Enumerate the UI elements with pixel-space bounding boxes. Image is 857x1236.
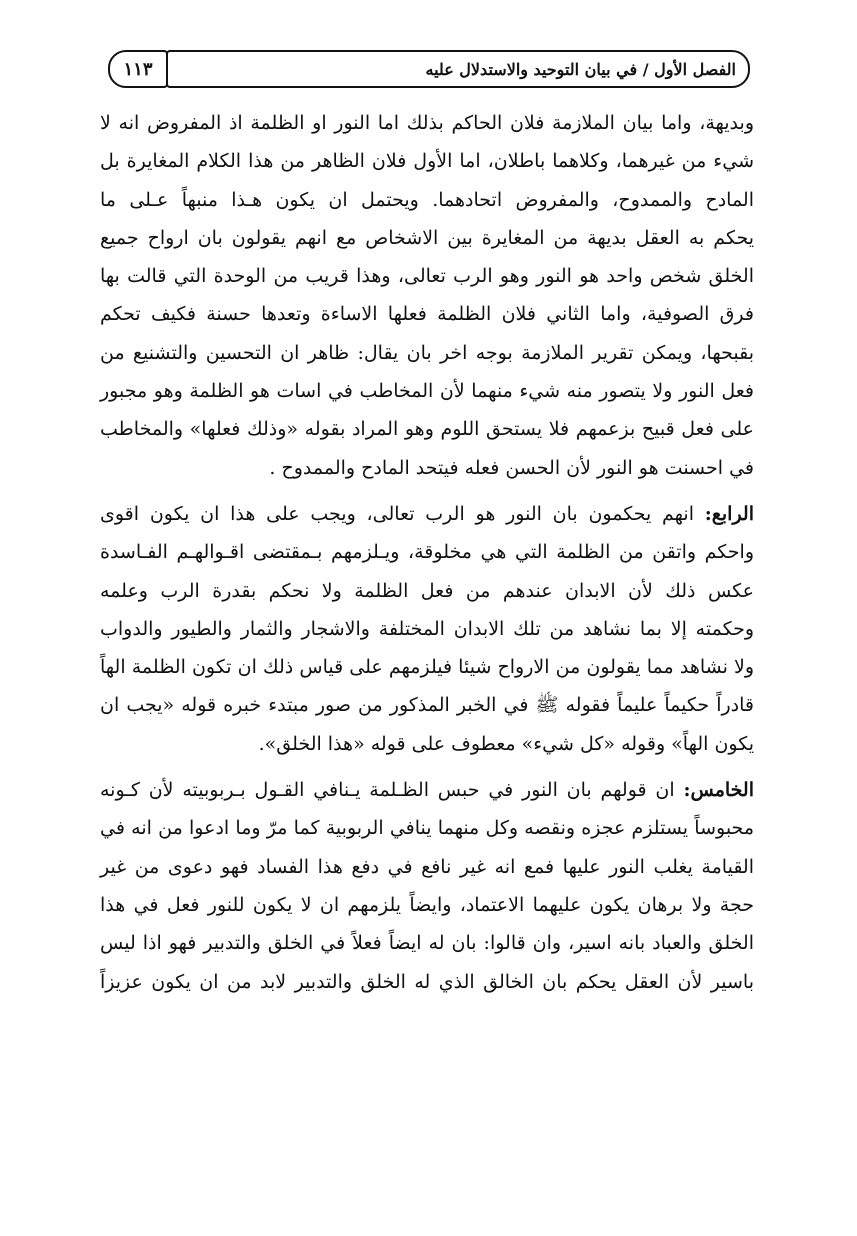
text-line: يكون الهاً» وقوله «كل شيء» معطوف على قوله «هذا الخلق». <box>258 732 754 755</box>
text-line: القيامة يغلب النور عليها فمع انه غير نافع في دفع هذا الفساد فهو دعوى من غير <box>100 855 754 878</box>
page-number-box <box>108 50 168 88</box>
text-line <box>100 771 754 809</box>
text-line: وحكمته إلا بما نشاهد من تلك الابدان المختلفة والاشجار والثمار والطيور والدواب <box>100 617 754 640</box>
text-line: الخلق والعباد بانه اسير، وان قالوا: بان له ايضاً فعلاً في الخلق والتدبير فهو اذا ليس <box>100 932 754 955</box>
text-line: المادح والممدوح، والمفروض اتحادهما. ويحتمل ان يكون هـذا منبهاً عـلى ما <box>100 188 754 211</box>
text-line: قادراً حكيماً عليماً فقوله ﷺ في الخبر المذكور من صور مبتدء خبره قوله «يجب ان <box>100 694 754 717</box>
section-lead: الرابع: <box>704 502 754 525</box>
text-line: فرق الصوفية، واما الثاني فلان الظلمة فعلها الاساءة وتعدها حسنة فكيف تحكم <box>100 303 754 326</box>
paragraph-1 <box>100 104 754 487</box>
text-line-content: انهم يحكمون بان النور هو الرب تعالى، ويجب على هذا ان يكون اقوى <box>100 502 705 525</box>
text-line: حجة ولا برهان يكون عليهما الاعتماد، وايضاً يلزمهم ان لا يكون للنور فعل في هذا <box>100 893 754 916</box>
text-line-content: ان قولهم بان النور في حبس الظـلمة يـنافي القـول بـربوبيته لأن كـونه <box>100 779 684 802</box>
text-line: محبوساً يستلزم عجزه ونقصه وكل منهما ينافي الربوبية كما مرّ وما ادعوا من انه في <box>100 817 754 840</box>
text-line: بقبحها، ويمكن تقرير الملازمة بوجه اخر بان يقال: ظاهر ان التحسين والتشنيع من <box>100 341 754 364</box>
text-line: على فعل قبيح بزعمهم فلا يستحق اللوم وهو المراد بقوله «وذلك فعلها» والمخاطب <box>100 418 754 441</box>
text-line: الخلق شخص واحد هو النور وهو الرب تعالى، وهذا قريب من الوحدة التي قالت بها <box>100 265 754 288</box>
text-line: واحكم واتقن من الظلمة التي هي مخلوقة، ويـلزمهم بـمقتضى اقـوالهـم الفـاسدة <box>100 541 754 564</box>
text-line: يحكم به العقل بديهة من المغايرة بين الاشخاص مع انهم يقولون بان ارواح جميع <box>100 226 754 249</box>
page-number: ١١٣ <box>123 58 153 80</box>
section-lead: الخامس: <box>683 779 754 802</box>
text-line: وبديهة، واما بيان الملازمة فلان الحاكم بذلك اما النور او الظلمة اذ المفروض انه لا <box>100 112 754 134</box>
text-line: فعل النور ولا يتصور منه شيء منهما لأن المخاطب في اسات هو الظلمة وهو مجبور <box>100 380 754 403</box>
text-line: ولا نشاهد مما يقولون من الارواح شيئا فيلزمهم على قياس ذلك ان تكون الظلمة الهاً <box>100 656 754 679</box>
text-line <box>100 495 754 533</box>
running-header <box>108 50 750 90</box>
running-title-box <box>166 50 750 88</box>
page-body <box>100 104 754 1001</box>
text-line: شيء من غيرهما، وكلاهما باطلان، اما الأول فلان الظاهر من هذا الكلام المغايرة بل <box>100 150 754 173</box>
paragraph-2 <box>100 495 754 763</box>
paragraph-3 <box>100 771 754 1001</box>
text-line: عكس ذلك لأن الابدان عندهم من فعل الظلمة ولا نحكم بقدرة الرب وعلمه <box>100 579 754 602</box>
running-title: الفصل الأول / في بيان التوحيد والاستدلال عليه <box>425 59 736 79</box>
text-line: في احسنت هو النور لأن الحسن فعله فيتحد المادح والممدوح . <box>269 456 754 479</box>
text-line: باسير لأن العقل يحكم بان الخالق الذي له الخلق والتدبير لابد من ان يكون عزيزاً <box>100 970 754 993</box>
